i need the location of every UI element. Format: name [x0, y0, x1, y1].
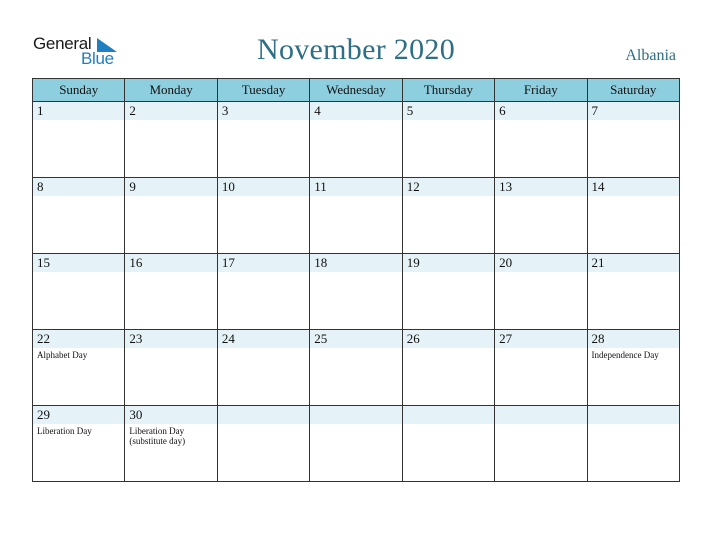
- weekday-header-row: [33, 79, 680, 102]
- day-number: [310, 406, 401, 424]
- day-cell: [495, 406, 587, 482]
- holiday-label: Liberation Day: [37, 426, 92, 436]
- holiday-label: [495, 120, 586, 122]
- weekday-header: Monday: [125, 79, 217, 102]
- day-number: 19: [403, 254, 494, 272]
- day-cell: [495, 102, 587, 178]
- day-number: 27: [495, 330, 586, 348]
- day-number: 12: [403, 178, 494, 196]
- day-cell: [310, 254, 402, 330]
- day-cell: [310, 406, 402, 482]
- day-cell: [587, 406, 679, 482]
- holiday-label: [403, 120, 494, 122]
- week-row: [33, 330, 680, 406]
- holiday-label: [495, 272, 586, 274]
- holiday-label: [588, 424, 679, 426]
- day-number: 17: [218, 254, 309, 272]
- day-cell: [33, 406, 125, 482]
- day-number: [588, 406, 679, 424]
- day-cell: [587, 330, 679, 406]
- day-number: 7: [588, 102, 679, 120]
- holiday-label: [588, 196, 679, 198]
- holiday-label: [218, 272, 309, 274]
- weekday-header: Friday: [495, 79, 587, 102]
- day-number: 26: [403, 330, 494, 348]
- day-cell: [125, 330, 217, 406]
- holiday-label: [403, 348, 494, 350]
- day-number: [218, 406, 309, 424]
- holiday-label: [495, 196, 586, 198]
- day-number: 25: [310, 330, 401, 348]
- page-title: November 2020: [256, 33, 456, 66]
- day-number: 16: [125, 254, 216, 272]
- day-number: 9: [125, 178, 216, 196]
- holiday-label: [125, 196, 216, 198]
- holiday-label: [588, 272, 679, 274]
- day-number: 11: [310, 178, 401, 196]
- logo-blue-text: Blue: [81, 49, 114, 68]
- day-number: 2: [125, 102, 216, 120]
- week-row: [33, 406, 680, 482]
- day-number: 29: [33, 406, 124, 424]
- holiday-label: [403, 196, 494, 198]
- holiday-label: [125, 120, 216, 122]
- day-cell: [402, 406, 494, 482]
- holiday-label: [33, 120, 124, 122]
- day-cell: [495, 254, 587, 330]
- day-number: 22: [33, 330, 124, 348]
- day-number: 23: [125, 330, 216, 348]
- week-row: [33, 102, 680, 178]
- day-cell: [402, 330, 494, 406]
- day-cell: [33, 254, 125, 330]
- day-cell: [125, 102, 217, 178]
- day-number: 10: [218, 178, 309, 196]
- logo-general-text: General: [33, 34, 92, 53]
- day-cell: [587, 178, 679, 254]
- holiday-label: [218, 348, 309, 350]
- day-cell: [495, 330, 587, 406]
- day-number: 4: [310, 102, 401, 120]
- day-cell: [33, 102, 125, 178]
- day-cell: [125, 406, 217, 482]
- day-number: 21: [588, 254, 679, 272]
- holiday-label: [403, 424, 494, 426]
- holiday-label: [33, 272, 124, 274]
- day-cell: [495, 178, 587, 254]
- day-number: 6: [495, 102, 586, 120]
- holiday-label: [310, 120, 401, 122]
- day-number: [403, 406, 494, 424]
- holiday-label: [125, 272, 216, 274]
- day-cell: [125, 178, 217, 254]
- holiday-label: [495, 348, 586, 350]
- day-cell: [310, 102, 402, 178]
- day-number: 13: [495, 178, 586, 196]
- holiday-label: [310, 348, 401, 350]
- day-cell: [310, 178, 402, 254]
- holiday-label: [495, 424, 586, 426]
- day-cell: [217, 178, 309, 254]
- holiday-label: Liberation Day (substitute day): [129, 426, 186, 446]
- holiday-label: Alphabet Day: [37, 350, 88, 360]
- day-cell: [217, 102, 309, 178]
- day-cell: [310, 330, 402, 406]
- day-cell: [33, 178, 125, 254]
- day-number: 28: [588, 330, 679, 348]
- weekday-header: Tuesday: [217, 79, 309, 102]
- day-number: 18: [310, 254, 401, 272]
- holiday-label: Independence Day: [591, 350, 659, 360]
- holiday-label: [218, 120, 309, 122]
- day-cell: [587, 102, 679, 178]
- day-cell: [217, 406, 309, 482]
- week-row: [33, 254, 680, 330]
- holiday-label: [218, 424, 309, 426]
- holiday-label: [33, 196, 124, 198]
- weekday-header: Saturday: [587, 79, 679, 102]
- holiday-label: [218, 196, 309, 198]
- day-number: 8: [33, 178, 124, 196]
- day-cell: [217, 254, 309, 330]
- day-number: 5: [403, 102, 494, 120]
- holiday-label: [588, 120, 679, 122]
- weekday-header: Thursday: [402, 79, 494, 102]
- day-cell: [217, 330, 309, 406]
- day-number: 24: [218, 330, 309, 348]
- day-cell: [402, 254, 494, 330]
- day-number: 30: [125, 406, 216, 424]
- weekday-header: Sunday: [33, 79, 125, 102]
- holiday-label: [310, 424, 401, 426]
- day-number: 1: [33, 102, 124, 120]
- day-cell: [402, 178, 494, 254]
- day-number: [495, 406, 586, 424]
- week-row: [33, 178, 680, 254]
- day-number: 15: [33, 254, 124, 272]
- holiday-label: [125, 348, 216, 350]
- day-number: 3: [218, 102, 309, 120]
- day-number: 20: [495, 254, 586, 272]
- day-cell: [33, 330, 125, 406]
- day-cell: [587, 254, 679, 330]
- holiday-label: [310, 196, 401, 198]
- weekday-header: Wednesday: [310, 79, 402, 102]
- country-label: Albania: [625, 47, 676, 64]
- holiday-label: [310, 272, 401, 274]
- day-cell: [125, 254, 217, 330]
- day-cell: [402, 102, 494, 178]
- calendar-grid: [32, 78, 680, 482]
- day-number: 14: [588, 178, 679, 196]
- holiday-label: [403, 272, 494, 274]
